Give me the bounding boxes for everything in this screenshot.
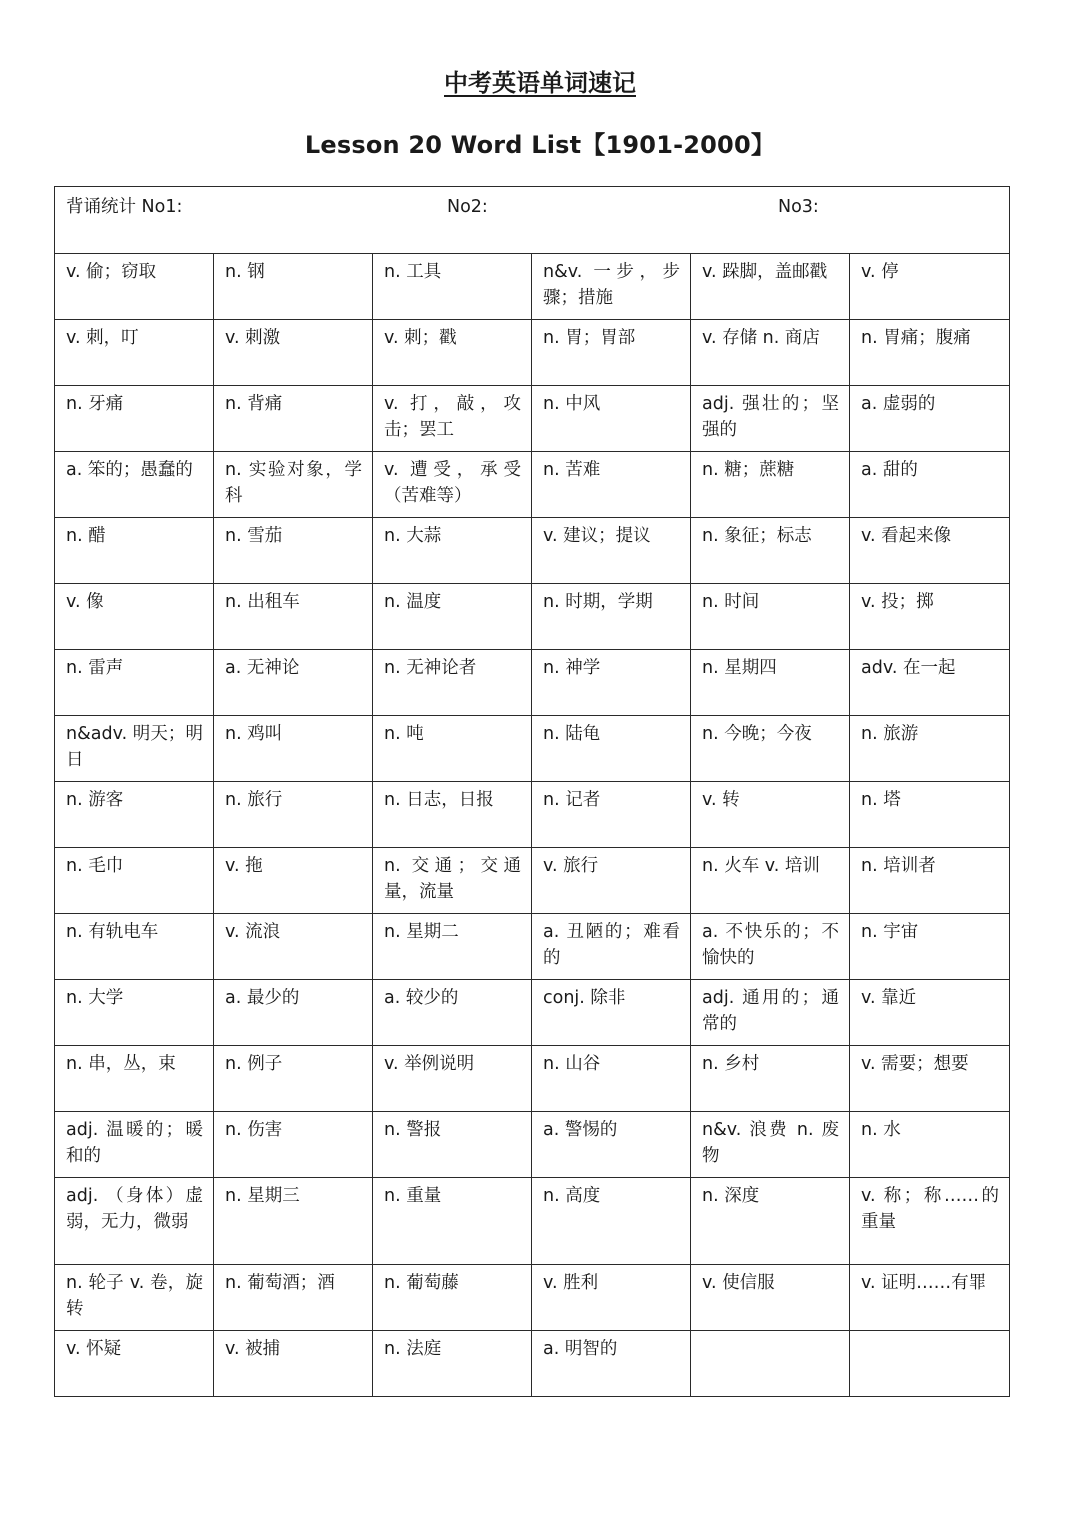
word-cell: n. 例子: [214, 1046, 373, 1112]
word-cell: v. 胜利: [532, 1265, 691, 1331]
word-cell: n. 有轨电车: [55, 914, 214, 980]
word-cell: n. 时间: [691, 584, 850, 650]
word-cell: v. 打，敲，攻击；罢工: [373, 386, 532, 452]
word-cell: n. 塔: [850, 782, 1010, 848]
word-cell: n. 神学: [532, 650, 691, 716]
word-cell: n. 温度: [373, 584, 532, 650]
word-row: [55, 782, 1010, 848]
word-cell: adj. 通用的；通常的: [691, 980, 850, 1046]
word-cell: n. 毛巾: [55, 848, 214, 914]
word-cell: v. 怀疑: [55, 1331, 214, 1397]
word-cell: v. 流浪: [214, 914, 373, 980]
word-cell: n. 旅行: [214, 782, 373, 848]
word-cell: a. 甜的: [850, 452, 1010, 518]
word-cell: n. 葡萄藤: [373, 1265, 532, 1331]
stat-no2-label: No2:: [447, 197, 488, 217]
word-list-table: [54, 186, 1010, 1397]
word-cell: n. 大学: [55, 980, 214, 1046]
word-cell: n&adv. 明天；明日: [55, 716, 214, 782]
word-cell: v. 举例说明: [373, 1046, 532, 1112]
word-cell: v. 刺，叮: [55, 320, 214, 386]
word-cell: n&v. 一步，步骤；措施: [532, 254, 691, 320]
word-row: [55, 584, 1010, 650]
word-row: [55, 1178, 1010, 1265]
word-row: [55, 650, 1010, 716]
word-cell: v. 靠近: [850, 980, 1010, 1046]
word-cell: a. 笨的；愚蠢的: [55, 452, 214, 518]
word-cell: a. 警惕的: [532, 1112, 691, 1178]
word-cell: n. 星期四: [691, 650, 850, 716]
word-cell: adj. （身体）虚弱，无力，微弱: [55, 1178, 214, 1265]
word-cell: n. 出租车: [214, 584, 373, 650]
word-cell: n. 山谷: [532, 1046, 691, 1112]
word-list-body: [55, 187, 1010, 1397]
word-cell: n. 陆龟: [532, 716, 691, 782]
word-cell: n. 警报: [373, 1112, 532, 1178]
word-cell: n. 交通；交通量，流量: [373, 848, 532, 914]
word-cell: adj. 强壮的；坚强的: [691, 386, 850, 452]
word-cell: n. 今晚；今夜: [691, 716, 850, 782]
word-cell: v. 建议；提议: [532, 518, 691, 584]
word-cell: n. 大蒜: [373, 518, 532, 584]
word-row: [55, 386, 1010, 452]
word-cell: a. 较少的: [373, 980, 532, 1046]
word-row: [55, 320, 1010, 386]
word-row: [55, 980, 1010, 1046]
word-cell: v. 使信服: [691, 1265, 850, 1331]
word-cell: n. 糖；蔗糖: [691, 452, 850, 518]
word-cell: n. 轮子 v. 卷，旋转: [55, 1265, 214, 1331]
word-cell: v. 被捕: [214, 1331, 373, 1397]
word-row: [55, 254, 1010, 320]
word-cell: adj. 温暖的；暖和的: [55, 1112, 214, 1178]
word-cell: a. 无神论: [214, 650, 373, 716]
word-cell: v. 像: [55, 584, 214, 650]
word-cell: a. 明智的: [532, 1331, 691, 1397]
word-cell: n. 水: [850, 1112, 1010, 1178]
word-cell: v. 称；称……的重量: [850, 1178, 1010, 1265]
word-cell: v. 旅行: [532, 848, 691, 914]
word-cell: n. 游客: [55, 782, 214, 848]
word-cell: n. 串，丛，束: [55, 1046, 214, 1112]
word-cell: n. 重量: [373, 1178, 532, 1265]
stat-no3-label: No3:: [778, 197, 819, 217]
word-cell: a. 丑陋的；难看的: [532, 914, 691, 980]
word-row: [55, 1112, 1010, 1178]
word-cell: n. 宇宙: [850, 914, 1010, 980]
word-row: [55, 1265, 1010, 1331]
word-cell: n. 醋: [55, 518, 214, 584]
word-cell: n. 法庭: [373, 1331, 532, 1397]
word-cell: n&v. 浪费 n. 废物: [691, 1112, 850, 1178]
page-subtitle: Lesson 20 Word List【1901-2000】: [304, 131, 776, 159]
word-cell: v. 刺；戳: [373, 320, 532, 386]
word-cell: n. 无神论者: [373, 650, 532, 716]
word-row: [55, 1046, 1010, 1112]
word-cell: n. 乡村: [691, 1046, 850, 1112]
word-cell: v. 遭受，承受（苦难等）: [373, 452, 532, 518]
word-cell: n. 星期二: [373, 914, 532, 980]
word-row: [55, 452, 1010, 518]
word-cell: n. 旅游: [850, 716, 1010, 782]
word-cell: adv. 在一起: [850, 650, 1010, 716]
word-cell: n. 雪茄: [214, 518, 373, 584]
word-cell: n. 胃痛；腹痛: [850, 320, 1010, 386]
recitation-stats-cell: [55, 187, 1010, 254]
word-cell: n. 吨: [373, 716, 532, 782]
page-title: [0, 66, 1080, 100]
word-cell: n. 记者: [532, 782, 691, 848]
word-cell: a. 不快乐的；不愉快的: [691, 914, 850, 980]
word-cell: v. 投；掷: [850, 584, 1010, 650]
word-cell: n. 培训者: [850, 848, 1010, 914]
word-cell: n. 火车 v. 培训: [691, 848, 850, 914]
word-row: [55, 914, 1010, 980]
word-cell: v. 证明……有罪: [850, 1265, 1010, 1331]
word-cell: n. 高度: [532, 1178, 691, 1265]
word-cell: v. 转: [691, 782, 850, 848]
word-cell: v. 偷；窃取: [55, 254, 214, 320]
word-cell: n. 鸡叫: [214, 716, 373, 782]
word-cell: n. 伤害: [214, 1112, 373, 1178]
word-cell: a. 最少的: [214, 980, 373, 1046]
word-cell: n. 星期三: [214, 1178, 373, 1265]
word-cell: v. 停: [850, 254, 1010, 320]
recitation-stats-row: [55, 187, 1010, 254]
word-cell: v. 需要；想要: [850, 1046, 1010, 1112]
page-title-text: 中考英语单词速记: [444, 69, 636, 97]
word-cell: n. 葡萄酒；酒: [214, 1265, 373, 1331]
word-cell: n. 中风: [532, 386, 691, 452]
word-cell: v. 跺脚，盖邮戳: [691, 254, 850, 320]
word-cell: n. 日志，日报: [373, 782, 532, 848]
word-cell: n. 钢: [214, 254, 373, 320]
word-cell: n. 实验对象，学科: [214, 452, 373, 518]
word-cell: n. 工具: [373, 254, 532, 320]
word-cell: n. 胃；胃部: [532, 320, 691, 386]
word-cell: n. 牙痛: [55, 386, 214, 452]
word-cell: n. 时期，学期: [532, 584, 691, 650]
word-cell: v. 刺激: [214, 320, 373, 386]
word-row: [55, 716, 1010, 782]
word-row: [55, 1331, 1010, 1397]
word-cell: n. 背痛: [214, 386, 373, 452]
word-cell: n. 雷声: [55, 650, 214, 716]
word-cell: [850, 1331, 1010, 1397]
word-cell: v. 存储 n. 商店: [691, 320, 850, 386]
word-cell: v. 看起来像: [850, 518, 1010, 584]
word-cell: conj. 除非: [532, 980, 691, 1046]
stat-no1-label: 背诵统计 No1:: [66, 197, 183, 217]
word-row: [55, 848, 1010, 914]
word-cell: a. 虚弱的: [850, 386, 1010, 452]
word-cell: n. 苦难: [532, 452, 691, 518]
word-cell: n. 象征；标志: [691, 518, 850, 584]
word-cell: [691, 1331, 850, 1397]
word-cell: v. 拖: [214, 848, 373, 914]
word-row: [55, 518, 1010, 584]
word-cell: n. 深度: [691, 1178, 850, 1265]
